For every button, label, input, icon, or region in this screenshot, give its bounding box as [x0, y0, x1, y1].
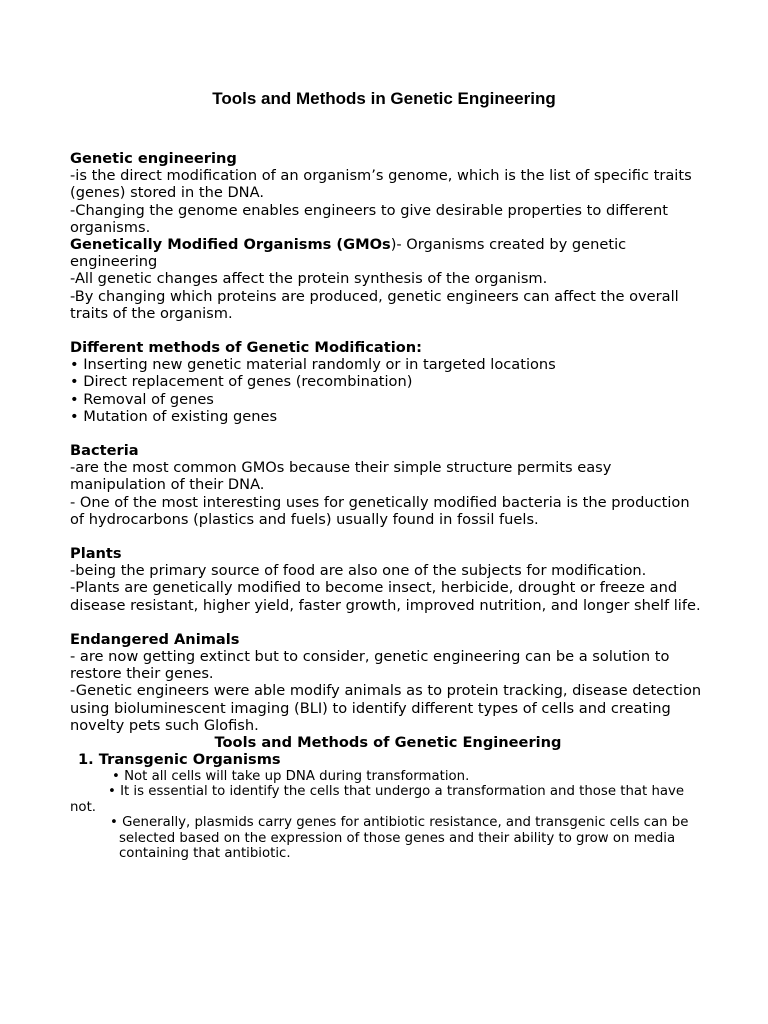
paragraph: -All genetic changes affect the protein synthesis of the organism. [70, 270, 548, 288]
section-heading-methods: Different methods of Genetic Modification: [70, 339, 422, 357]
bullet-text: selected based on the expression of those genes and their ability to grow on media [119, 830, 676, 846]
paragraph: - are now getting extinct but to consider, genetic engineering can be a solution to restore their genes. [70, 648, 670, 683]
paragraph: -By changing which proteins are produced, genetic engineers can affect the overall traits of the organism. [70, 287, 679, 322]
gmo-definition [70, 236, 706, 270]
paragraph: - One of the most interesting uses for genetically modified bacteria is the production of hydrocarbons (plastics and fuels) usually found in fossil fuels. [70, 493, 690, 528]
spacer [70, 322, 706, 339]
list-item: • Removal of genes [70, 390, 214, 408]
document-body [70, 150, 706, 862]
paragraph: -are the most common GMOs because their simple structure permits easy manipulation of their DNA. [70, 459, 612, 494]
bullet-continuation [70, 831, 706, 847]
paragraph: -Plants are genetically modified to become insect, herbicide, drought or freeze and disease resistant, higher yield, faster growth, improved nutrition, and longer shelf life. [70, 579, 701, 614]
paragraph: -being the primary source of food are also one of the subjects for modification. [70, 562, 647, 580]
spacer [70, 425, 706, 442]
page-title: Tools and Methods in Genetic Engineering [212, 89, 556, 108]
spacer [70, 614, 706, 631]
section-heading-genetic-engineering: Genetic engineering [70, 150, 237, 167]
numbered-item-heading: 1. Transgenic Organisms [78, 751, 281, 769]
section-heading-bacteria: Bacteria [70, 442, 139, 460]
list-item: • Inserting new genetic material randomly or in targeted locations [70, 356, 556, 374]
bullet-item [70, 784, 706, 815]
paragraph: -is the direct modification of an organism’s genome, which is the list of specific traits (genes) stored in the DNA. [70, 167, 692, 202]
bullet-text: • It is essential to identify the cells that undergo a transformation and those that have not. [70, 784, 685, 815]
section-heading-endangered-animals: Endangered Animals [70, 630, 240, 648]
bullet-item [70, 815, 706, 831]
gmo-definition-text: )- Organisms created by genetic engineering [70, 236, 627, 271]
bullet-item: • Not all cells will take up DNA during transformation. [112, 768, 470, 784]
section-heading-plants: Plants [70, 545, 122, 563]
section-heading-tools: Tools and Methods of Genetic Engineering [214, 734, 562, 752]
list-item: • Direct replacement of genes (recombination) [70, 373, 413, 391]
list-item: • Mutation of existing genes [70, 407, 278, 425]
section-heading-gmo: Genetically Modified Organisms (GMOs [70, 236, 391, 254]
bullet-text: • Generally, plasmids carry genes for antibiotic resistance, and transgenic cells can be [110, 815, 689, 830]
paragraph: -Changing the genome enables engineers to give desirable properties to different organisms. [70, 201, 668, 236]
spacer [70, 528, 706, 545]
bullet-continuation: containing that antibiotic. [119, 846, 291, 861]
paragraph: -Genetic engineers were able modify animals as to protein tracking, disease detection using bioluminescent imaging (BLI) to identify different types of cells and creating novelty pets such Glofish. [70, 682, 702, 734]
